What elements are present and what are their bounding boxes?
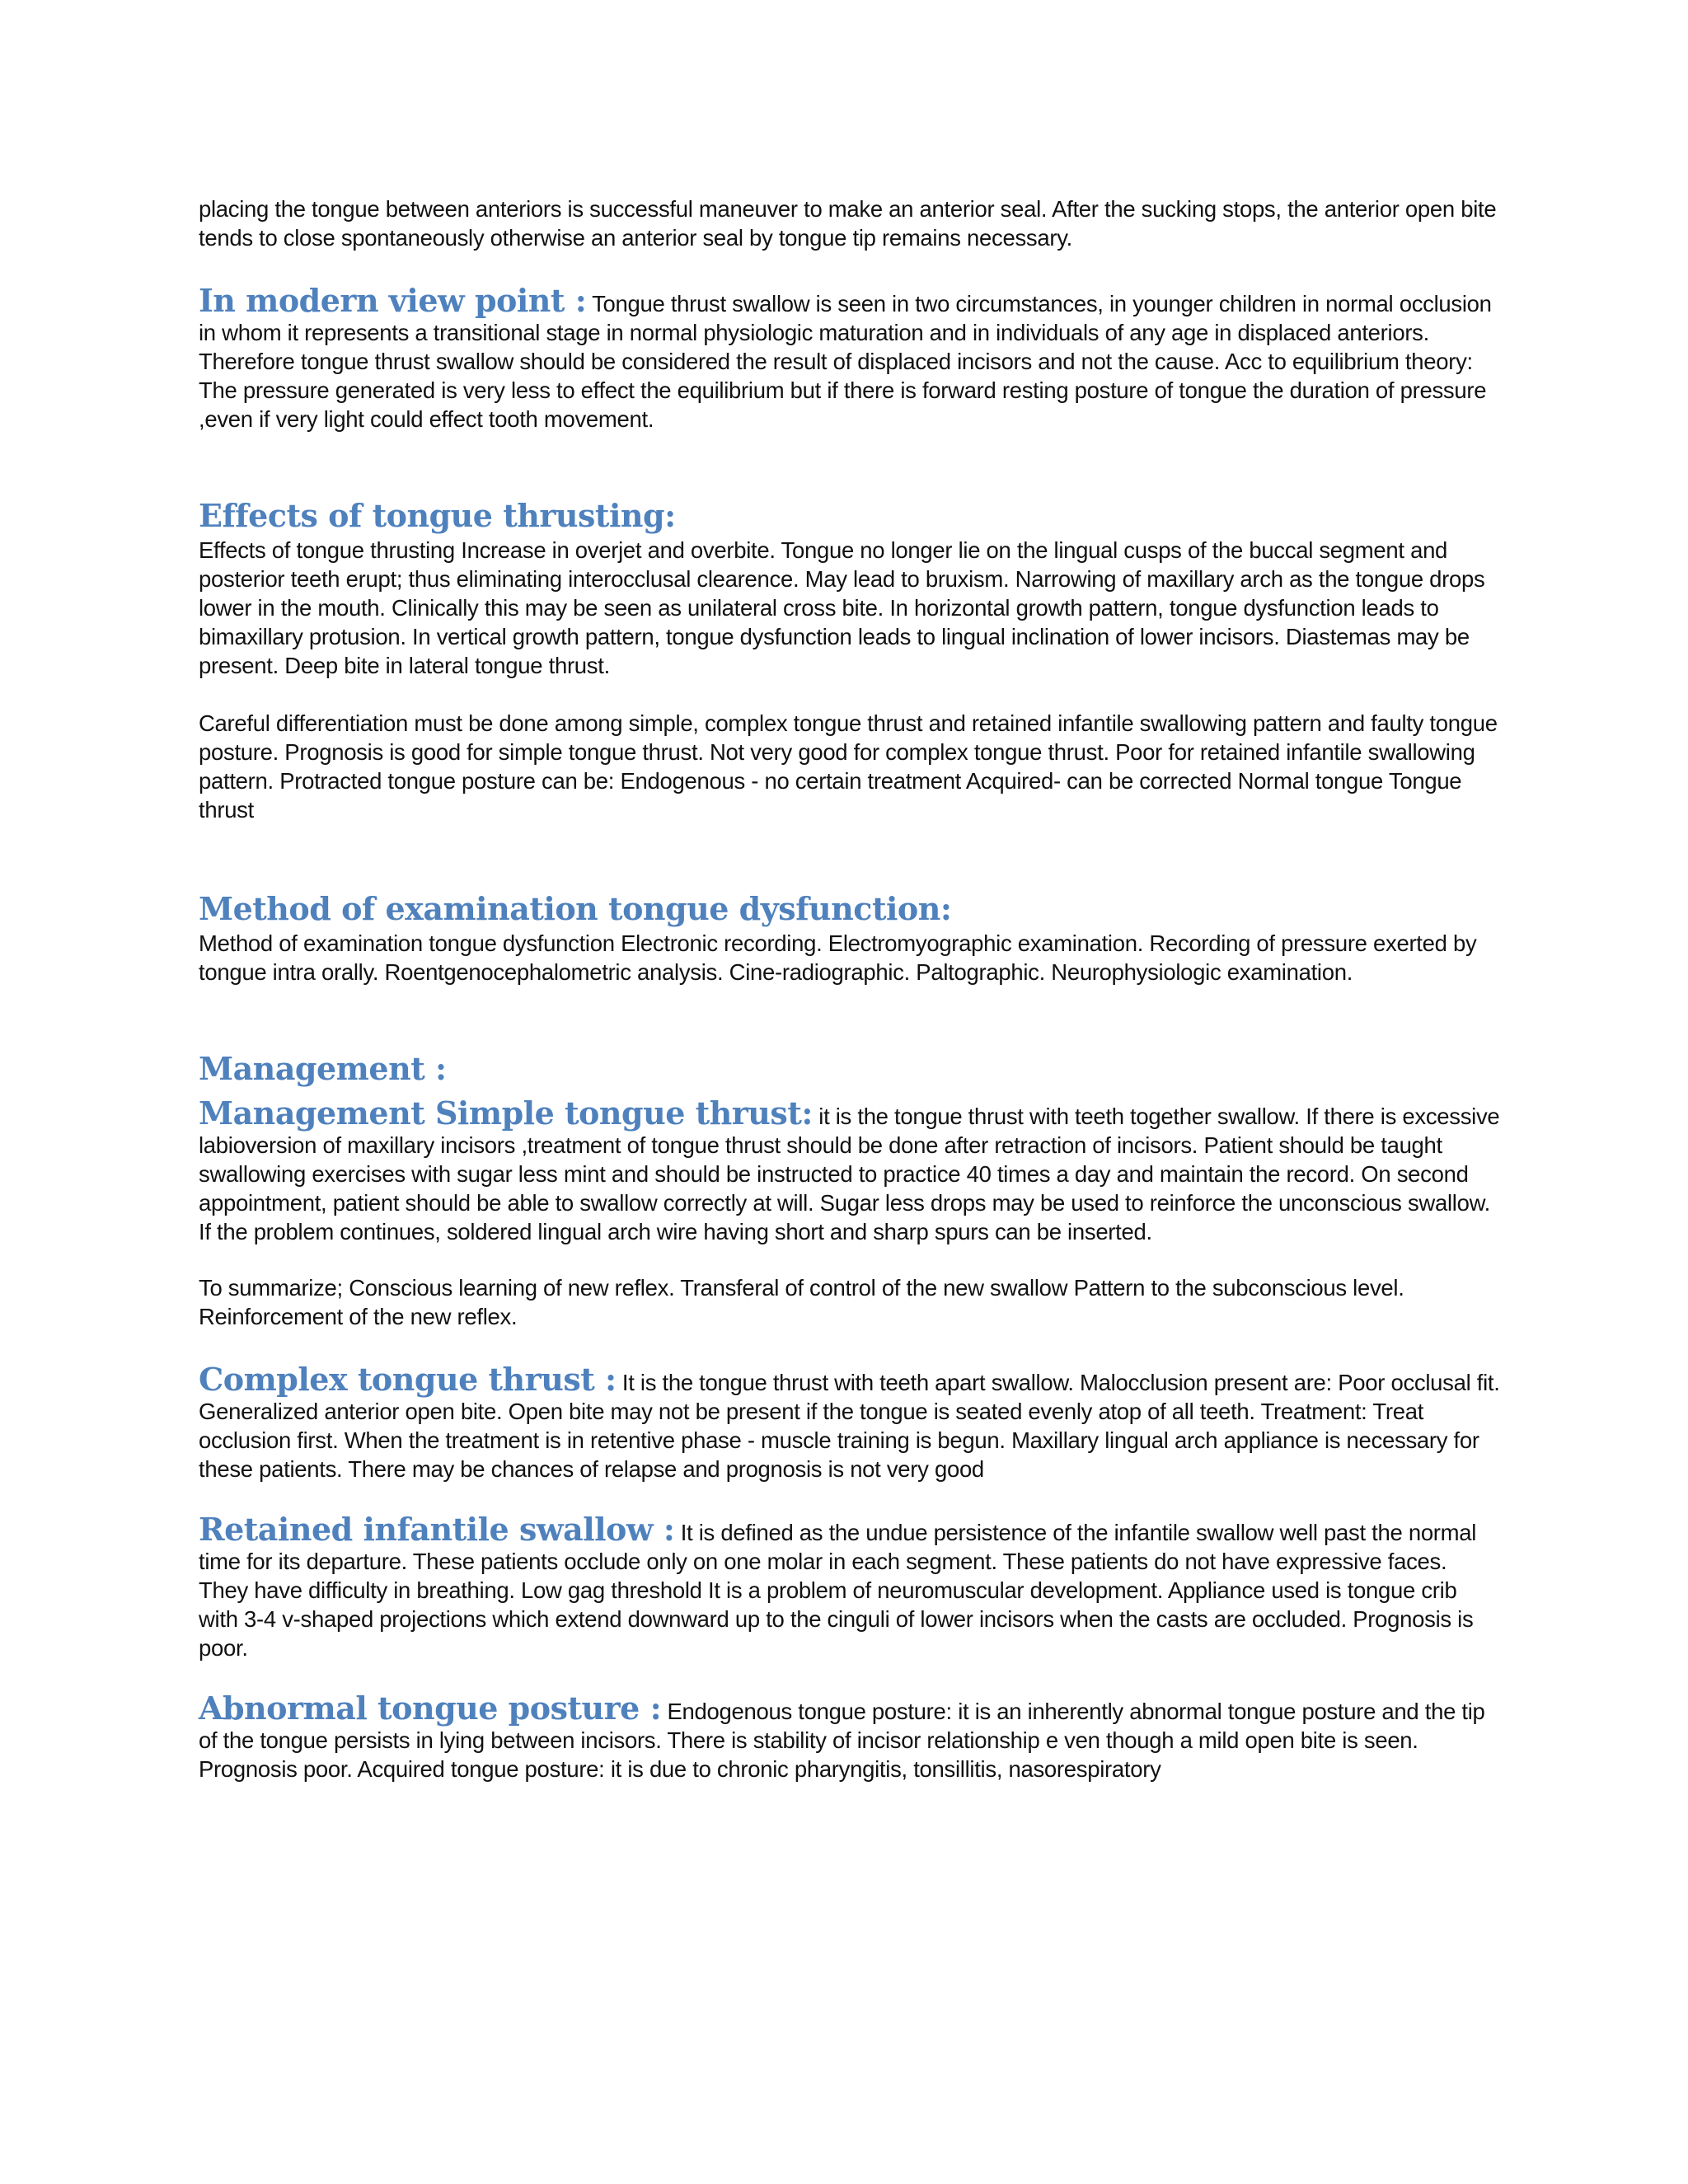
method-paragraph: Method of examination tongue dysfunction Electronic recording. Electromyographic examination. Recording of pressure exerted by tongue intra orally. Roentgenocephalometric analysis. Cine-radiographic. Paltographic. Neurophysiologic examination. xyxy=(199,930,1477,985)
abnormal-posture-heading: Abnormal tongue posture : xyxy=(199,1690,662,1727)
abnormal-posture-text: Endogenous tongue posture: it is an inherently abnormal tongue posture and the tip of the tongue persists in lying between incisors. There is stability of incisor relationship e ven though a mild open bite is seen. Prognosis poor. Acquired tongue posture: it is due to chronic pharyngitis, tonsillitis, nasorespiratory xyxy=(199,1699,1485,1782)
modern-view-paragraph xyxy=(199,282,1501,434)
differentiation-paragraph: Careful differentiation must be done among simple, complex tongue thrust and retained infantile swallowing pattern and faulty tongue posture. Prognosis is good for simple tongue thrust. Not very good for complex tongue thrust. Poor for retained infantile swallowing pattern. Protracted tongue posture can be: Endogenous - no certain treatment Acquired- can be corrected Normal tongue Tongue thrust xyxy=(199,710,1498,823)
abnormal-posture-paragraph xyxy=(199,1690,1501,1783)
management-heading: Management : xyxy=(199,1050,447,1087)
summary-paragraph: To summarize; Conscious learning of new reflex. Transferal of control of the new swallow Pattern to the subconscious level. Reinforcement of the new reflex. xyxy=(199,1275,1404,1329)
simple-thrust-heading: Management Simple tongue thrust: xyxy=(199,1094,813,1132)
intro-paragraph: placing the tongue between anteriors is successful maneuver to make an anterior seal. After the sucking stops, the anterior open bite tends to close spontaneously otherwise an anterior seal by tongue tip remains necessary. xyxy=(199,196,1497,251)
document-body xyxy=(199,194,1501,1783)
simple-thrust-paragraph xyxy=(199,1094,1501,1246)
modern-view-text: Tongue thrust swallow is seen in two circumstances, in younger children in normal occlusion in whom it represents a transitional stage in normal physiologic maturation and in individuals of any age in displaced anteriors. Therefore tongue thrust swallow should be considered the result of displaced incisors and not the cause. Acc to equilibrium theory: The pressure generated is very less to effect the equilibrium but if there is forward resting posture of tongue the duration of pressure ,even if very light could effect tooth movement. xyxy=(199,291,1492,432)
complex-thrust-paragraph xyxy=(199,1361,1501,1483)
method-heading: Method of examination tongue dysfunction: xyxy=(199,890,952,927)
retained-swallow-paragraph xyxy=(199,1511,1501,1662)
effects-heading: Effects of tongue thrusting: xyxy=(199,497,676,534)
complex-thrust-text: It is the tongue thrust with teeth apart swallow. Malocclusion present are: Poor occlusal fit. Generalized anterior open bite. Open bite may not be present if the tongue is seated evenly atop of all teeth. Treatment: Treat occlusion first. When the treatment is in retentive phase - muscle training is begun. Maxillary lingual arch appliance is necessary for these patients. There may be chances of relapse and prognosis is not very good xyxy=(199,1370,1500,1482)
simple-thrust-text: it is the tongue thrust with teeth together swallow. If there is excessive labioversion of maxillary incisors ,treatment of tongue thrust should be done after retraction of incisors. Patient should be taught swallowing exercises with sugar less mint and should be instructed to practice 40 times a day and maintain the record. On second appointment, patient should be able to swallow correctly at will. Sugar less drops may be used to reinforce the unconscious swallow. If the problem continues, soldered lingual arch wire having short and sharp spurs can be inserted. xyxy=(199,1104,1500,1244)
retained-swallow-heading: Retained infantile swallow : xyxy=(199,1511,675,1548)
modern-view-heading: In modern view point : xyxy=(199,282,587,319)
retained-swallow-text: It is defined as the undue persistence of the infantile swallow well past the normal time for its departure. These patients occlude only on one molar in each segment. These patients do not have expressive faces. They have difficulty in breathing. Low gag threshold It is a problem of neuromuscular development. Appliance used is tongue crib with 3-4 v-shaped projections which extend downward up to the cinguli of lower incisors when the casts are occluded. Prognosis is poor. xyxy=(199,1520,1477,1661)
effects-paragraph: Effects of tongue thrusting Increase in overjet and overbite. Tongue no longer lie on the lingual cusps of the buccal segment and posterior teeth erupt; thus eliminating interocclusal clearence. May lead to bruxism. Narrowing of maxillary arch as the tongue drops lower in the mouth. Clinically this may be seen as unilateral cross bite. In horizontal growth pattern, tongue dysfunction leads to bimaxillary protusion. In vertical growth pattern, tongue dysfunction leads to lingual inclination of lower incisors. Diastemas may be present. Deep bite in lateral tongue thrust. xyxy=(199,537,1485,678)
complex-thrust-heading: Complex tongue thrust : xyxy=(199,1361,617,1398)
